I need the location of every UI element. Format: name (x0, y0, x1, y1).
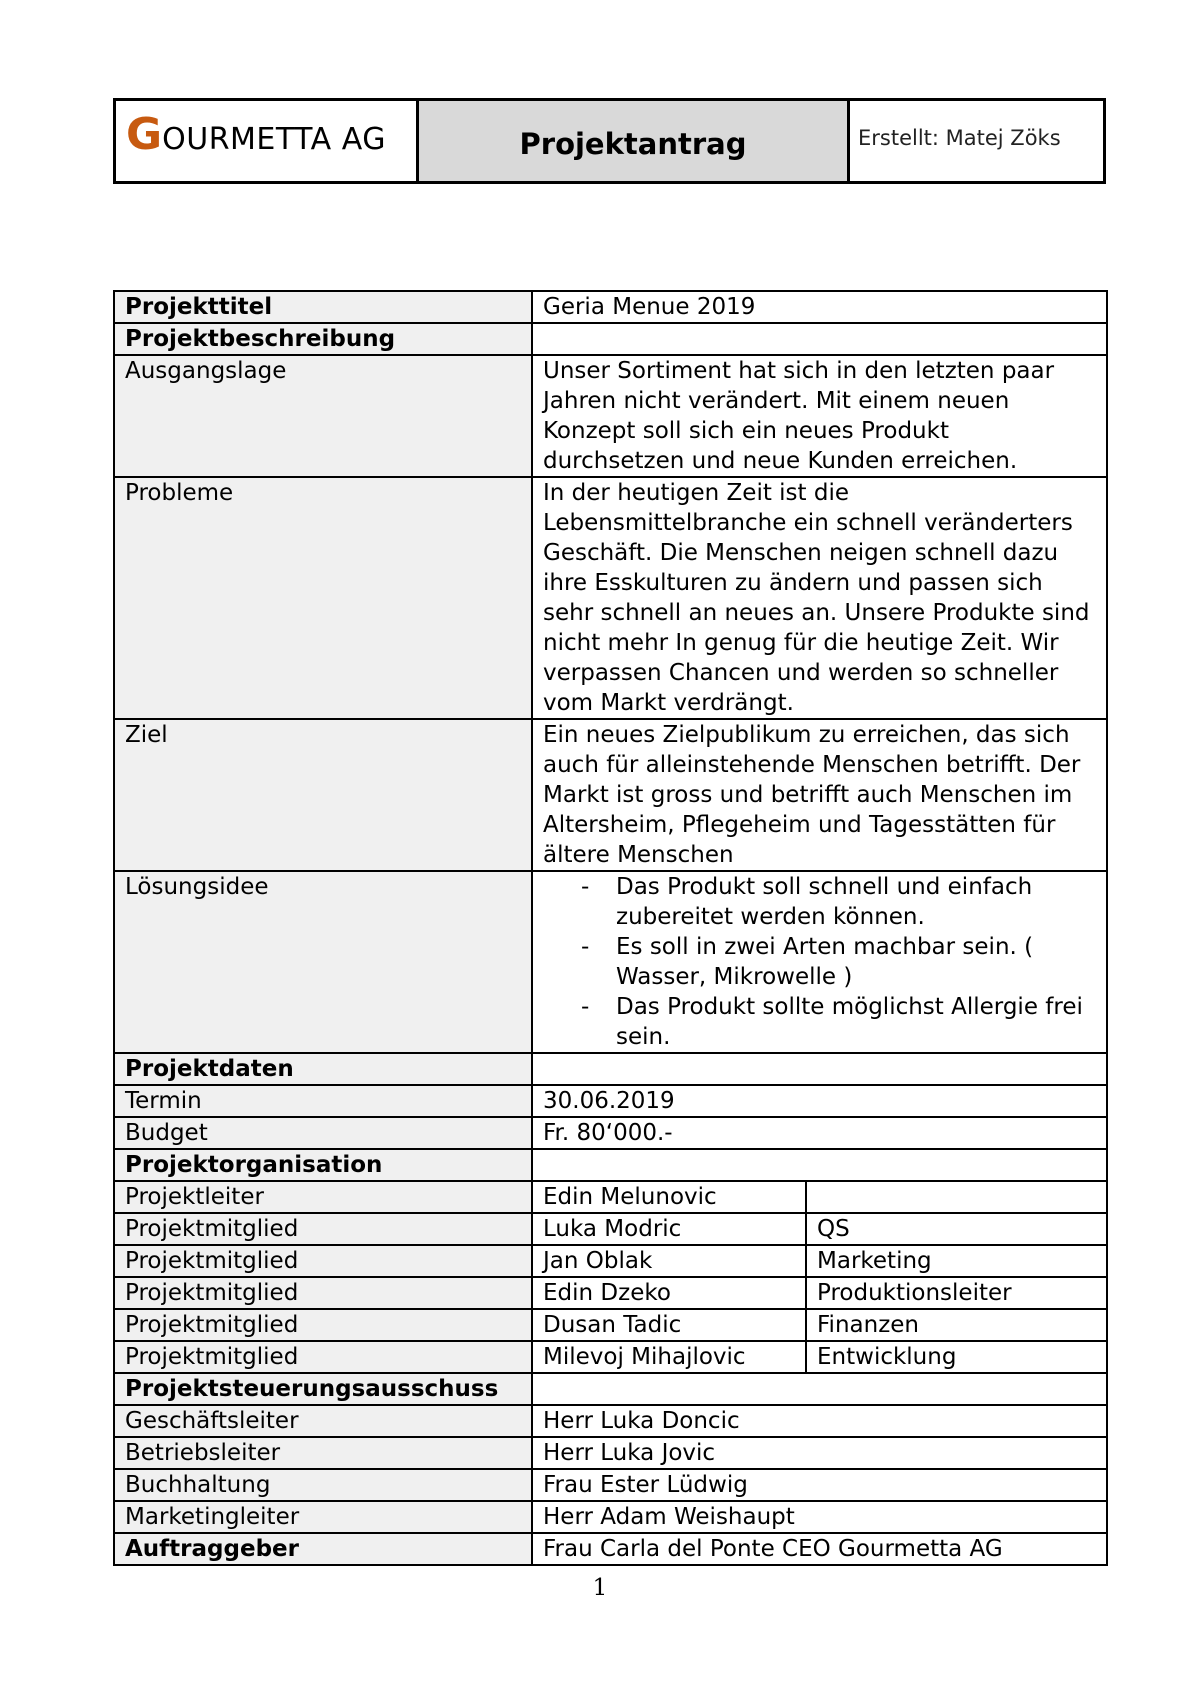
org-name: Luka Modric (532, 1213, 806, 1245)
row-value-probleme: In der heutigen Zeit ist die Lebensmittelbranche ein schnell veränderters Geschäft. Die Menschen neigen schnell dazu ihre Esskulturen zu ändern und passen sich sehr schnell an neues an. Unsere Produkte sind nicht mehr In genug für die heutige Zeit. Wir verpassen Chancen und werden so schneller vom Markt verdrängt. (532, 477, 1107, 719)
org-name: Dusan Tadic (532, 1309, 806, 1341)
empty-cell (532, 1149, 1107, 1181)
empty-cell (532, 323, 1107, 355)
row-value-loesungsidee (532, 871, 1107, 1053)
table-row (114, 1085, 1107, 1117)
steering-name: Herr Luka Jovic (532, 1437, 1107, 1469)
steering-role: Marketingleiter (114, 1501, 532, 1533)
section-heading-steuerungsausschuss: Projektsteuerungsausschuss (114, 1373, 532, 1405)
empty-cell (532, 1053, 1107, 1085)
row-label-auftraggeber: Auftraggeber (114, 1533, 532, 1565)
table-row (114, 323, 1107, 355)
org-function (806, 1181, 1107, 1213)
table-row (114, 1149, 1107, 1181)
table-row (114, 1277, 1107, 1309)
steering-name: Herr Luka Doncic (532, 1405, 1107, 1437)
row-value-budget: Fr. 80‘000.- (532, 1117, 1107, 1149)
table-row (114, 477, 1107, 719)
table-row (114, 1341, 1107, 1373)
table-row (114, 1117, 1107, 1149)
document-header (113, 98, 1106, 184)
table-row (114, 1245, 1107, 1277)
row-value-auftraggeber: Frau Carla del Ponte CEO Gourmetta AG (532, 1533, 1107, 1565)
org-role: Projektmitglied (114, 1309, 532, 1341)
logo-text: OURMETTA AG (162, 122, 386, 157)
org-name: Edin Dzeko (532, 1277, 806, 1309)
table-row (114, 355, 1107, 477)
row-value-ausgangslage: Unser Sortiment hat sich in den letzten paar Jahren nicht verändert. Mit einem neuen Konzept soll sich ein neues Produkt durchsetzen und neue Kunden erreichen. (532, 355, 1107, 477)
logo-initial: G (126, 109, 163, 160)
org-function: Marketing (806, 1245, 1107, 1277)
steering-role: Buchhaltung (114, 1469, 532, 1501)
table-row (114, 719, 1107, 871)
page-number: 1 (592, 1575, 608, 1601)
row-label-ziel: Ziel (114, 719, 532, 871)
org-name: Edin Melunovic (532, 1181, 806, 1213)
row-value-projekttitel: Geria Menue 2019 (532, 291, 1107, 323)
row-label-probleme: Probleme (114, 477, 532, 719)
table-row (114, 1373, 1107, 1405)
table-row (114, 1501, 1107, 1533)
company-logo (126, 109, 386, 160)
org-role: Projektmitglied (114, 1213, 532, 1245)
row-label-loesungsidee: Lösungsidee (114, 871, 532, 1053)
row-value-termin: 30.06.2019 (532, 1085, 1107, 1117)
section-heading-projektorganisation: Projektorganisation (114, 1149, 532, 1181)
steering-name: Frau Ester Lüdwig (532, 1469, 1107, 1501)
table-row (114, 871, 1107, 1053)
steering-role: Betriebsleiter (114, 1437, 532, 1469)
steering-role: Geschäftsleiter (114, 1405, 532, 1437)
section-heading-projektdaten: Projektdaten (114, 1053, 532, 1085)
title-cell (419, 101, 850, 181)
table-row (114, 1213, 1107, 1245)
table-row (114, 291, 1107, 323)
org-function: Finanzen (806, 1309, 1107, 1341)
org-role: Projektmitglied (114, 1341, 532, 1373)
list-item: - Das Produkt soll schnell und einfach zubereitet werden können. (581, 872, 1096, 932)
table-row (114, 1533, 1107, 1565)
company-logo-cell (116, 101, 419, 181)
org-role: Projektmitglied (114, 1277, 532, 1309)
section-heading-projektbeschreibung: Projektbeschreibung (114, 323, 532, 355)
project-table (113, 290, 1108, 1566)
author-text: Erstellt: Matej Zöks (858, 126, 1061, 150)
document-title: Projektantrag (519, 127, 747, 161)
list-item: - Es soll in zwei Arten machbar sein. ( Wasser, Mikrowelle ) (581, 932, 1096, 992)
table-row (114, 1437, 1107, 1469)
org-function: Entwicklung (806, 1341, 1107, 1373)
org-function: Produktionsleiter (806, 1277, 1107, 1309)
table-row (114, 1469, 1107, 1501)
row-value-ziel: Ein neues Zielpublikum zu erreichen, das sich auch für alleinstehende Menschen betrifft. Der Markt ist gross und betrifft auch Menschen im Altersheim, Pflegeheim und Tagesstätten für ältere Menschen (532, 719, 1107, 871)
table-row (114, 1181, 1107, 1213)
org-name: Jan Oblak (532, 1245, 806, 1277)
row-label-ausgangslage: Ausgangslage (114, 355, 532, 477)
org-role: Projektmitglied (114, 1245, 532, 1277)
org-function: QS (806, 1213, 1107, 1245)
row-label-termin: Termin (114, 1085, 532, 1117)
empty-cell (532, 1373, 1107, 1405)
org-name: Milevoj Mihajlovic (532, 1341, 806, 1373)
row-label-projekttitel: Projekttitel (114, 291, 532, 323)
steering-name: Herr Adam Weishaupt (532, 1501, 1107, 1533)
solution-list (543, 872, 1096, 1052)
table-row (114, 1405, 1107, 1437)
author-cell (850, 101, 1103, 181)
table-row (114, 1309, 1107, 1341)
table-row (114, 1053, 1107, 1085)
org-role: Projektleiter (114, 1181, 532, 1213)
row-label-budget: Budget (114, 1117, 532, 1149)
list-item: - Das Produkt sollte möglichst Allergie frei sein. (581, 992, 1096, 1052)
